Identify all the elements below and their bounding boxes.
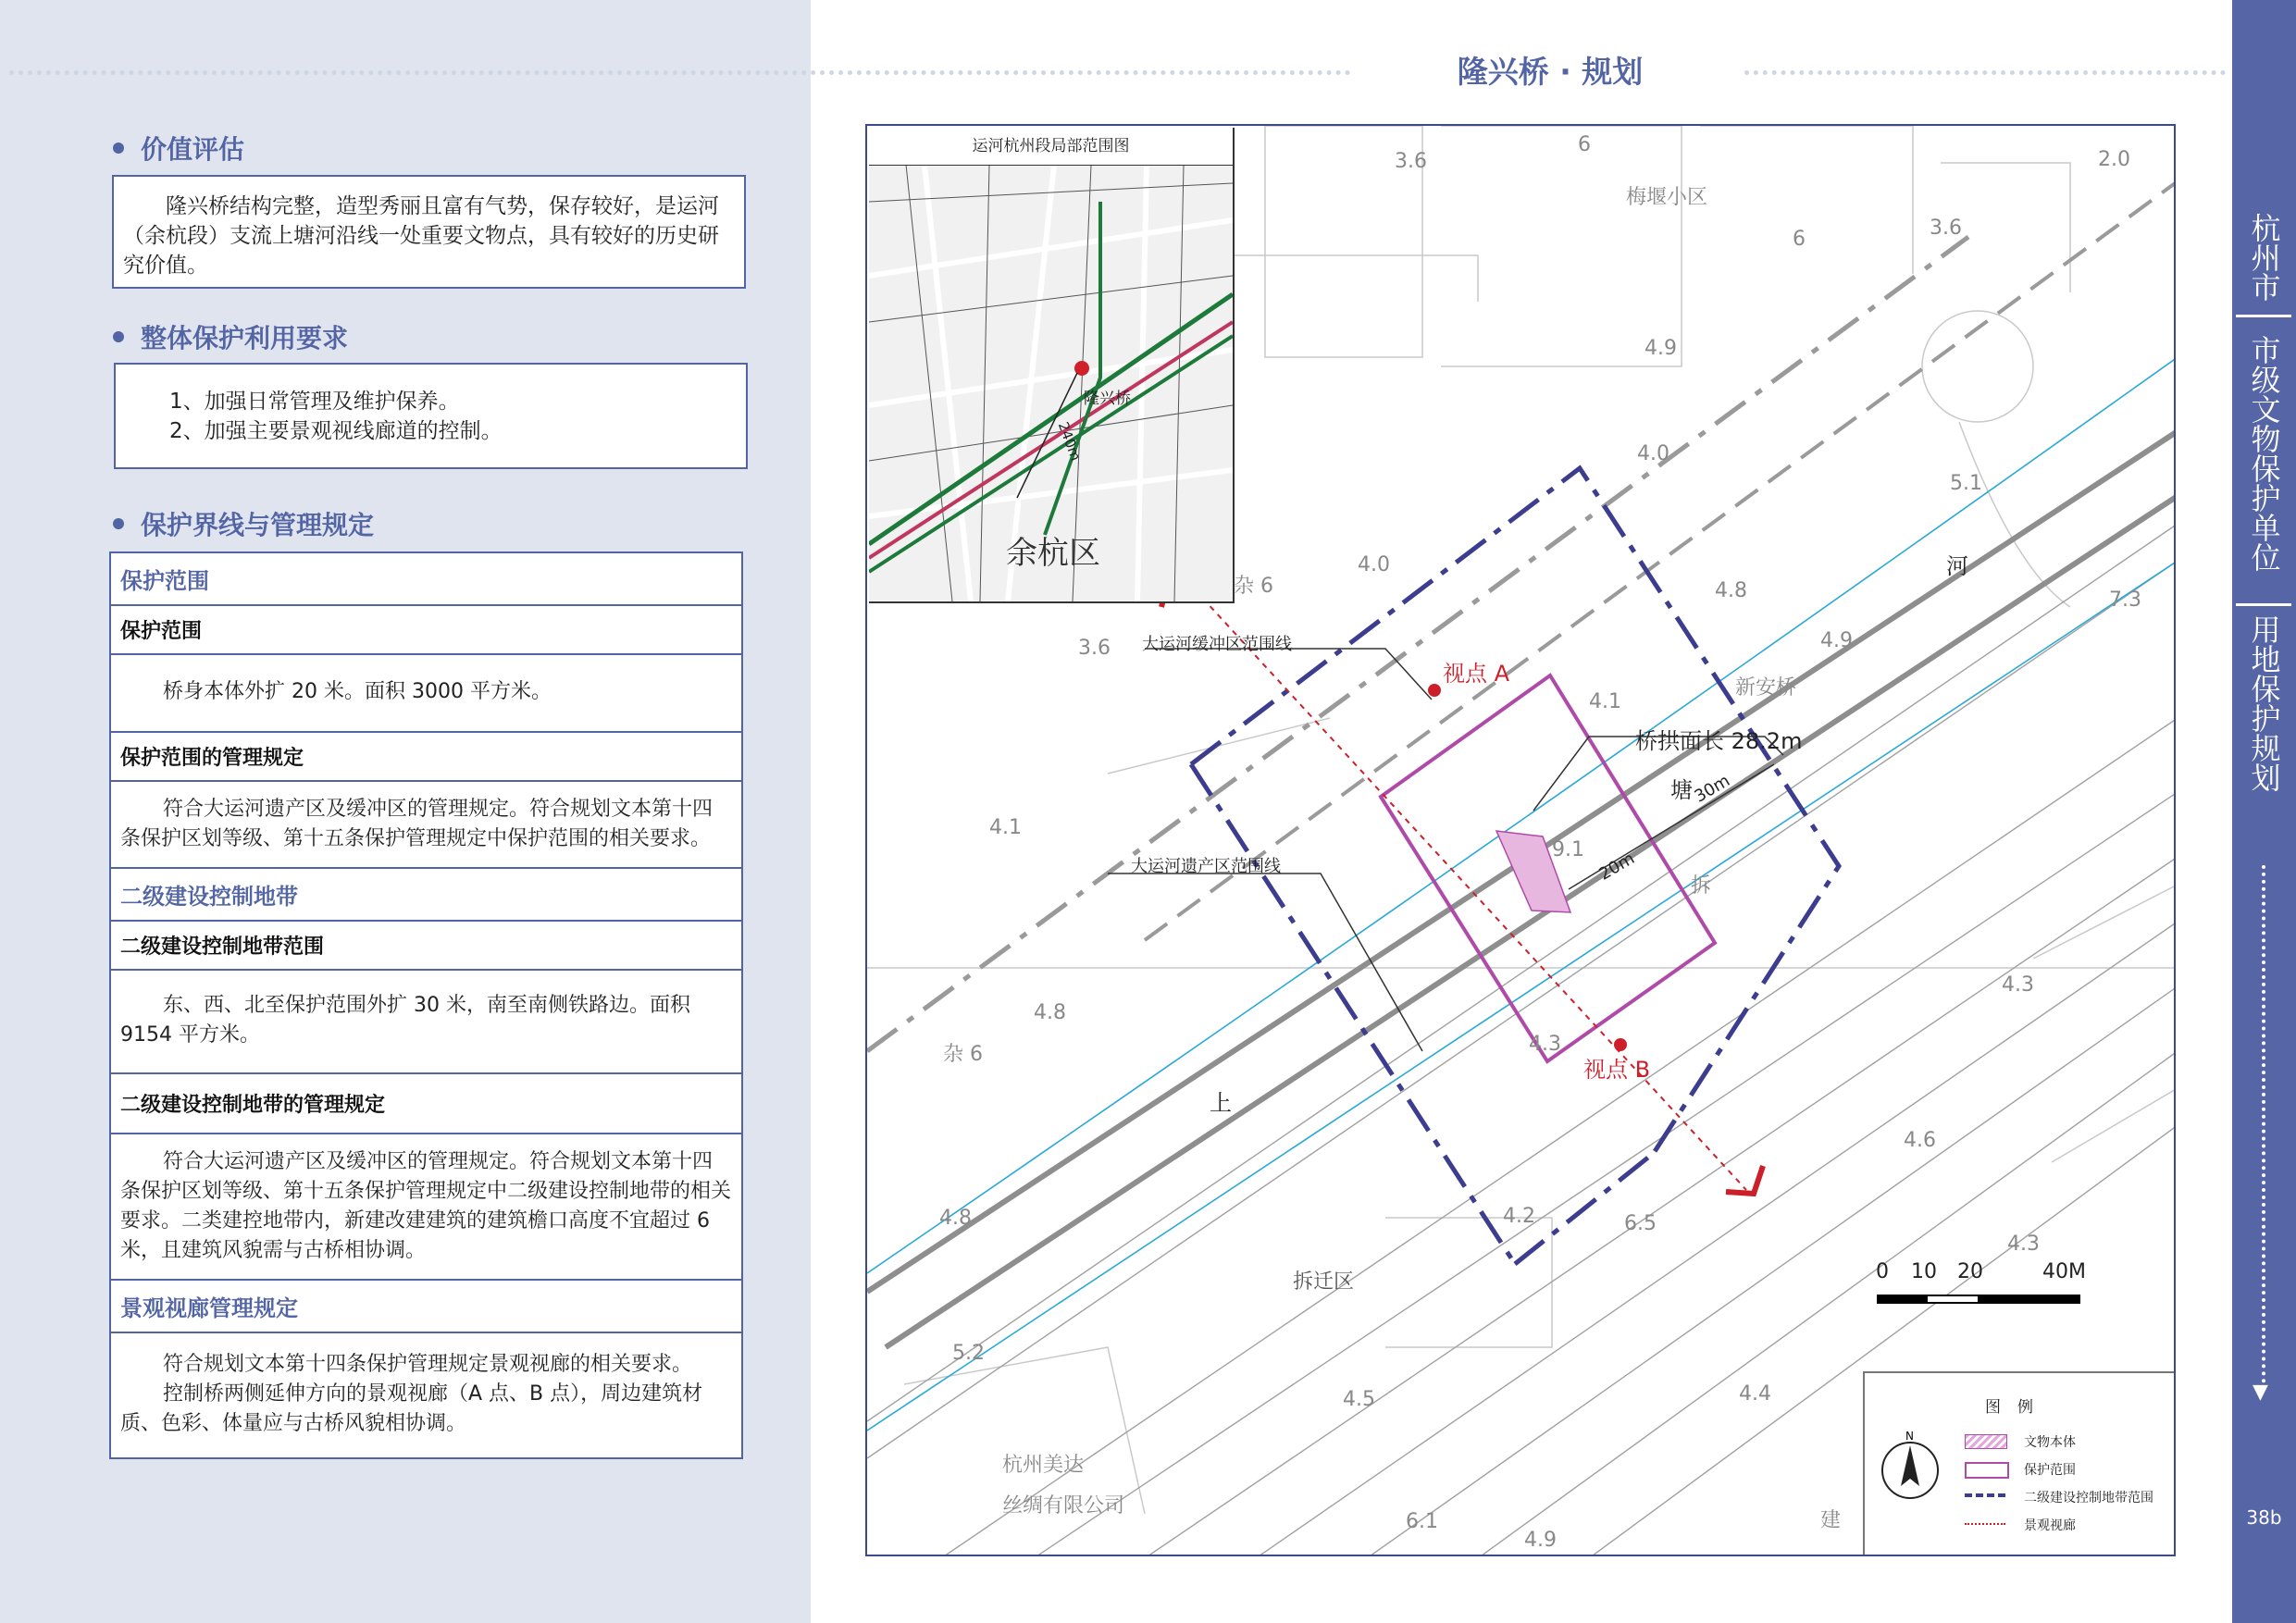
- scale-graphic: [1876, 1292, 2116, 1310]
- side-category: 市级文物保护单位: [2246, 335, 2282, 572]
- boundary-heading: 保护界线与管理规定: [113, 505, 374, 542]
- value-box: [112, 175, 746, 289]
- boundary-table: [109, 551, 743, 1459]
- legend-swatch-view: [1965, 1523, 2005, 1525]
- company-label-2: 丝绸有限公司: [1002, 1494, 1125, 1518]
- spot-height: 4.8: [939, 1207, 972, 1230]
- spot-height: 4.0: [1358, 553, 1390, 576]
- legend-control: 二级建设控制地带范围: [2024, 1491, 2153, 1505]
- map-legend: [1863, 1371, 2176, 1556]
- view-title: 景观视廊管理规定: [111, 1281, 741, 1333]
- protection-rules-sub: 保护范围的管理规定: [111, 733, 741, 782]
- spot-height: 4.8: [1034, 1001, 1066, 1024]
- bullet-icon: [113, 142, 124, 154]
- bullet-icon: [113, 331, 124, 342]
- scale-bar: [1876, 1260, 2116, 1316]
- page-title: 隆兴桥 · 规划: [1457, 54, 1644, 90]
- inset-bridge-label: 隆兴桥: [1084, 390, 1131, 408]
- heritage-line-label: 大运河遗产区范围线: [1131, 857, 1281, 876]
- scale-0: 0: [1876, 1260, 1889, 1283]
- spot-height: 4.9: [1644, 337, 1677, 360]
- spot-height: 3.6: [1930, 217, 1962, 240]
- spot-height: 3.6: [1078, 637, 1111, 660]
- page-number: 38b: [2246, 1506, 2282, 1529]
- legend-swatch-protection: [1965, 1462, 2009, 1479]
- spot-height: 7.3: [2109, 588, 2141, 612]
- spot-height: 4.3: [1529, 1033, 1561, 1056]
- za-label-1: 杂 6: [1234, 575, 1273, 598]
- protection-rules-text: 符合大运河遗产区及缓冲区的管理规定。符合规划文本第十四条保护区划等级、第十五条保护管理规定中保护范围的相关要求。: [111, 782, 741, 869]
- legend-swatch-relic: [1965, 1434, 2007, 1449]
- spot-height: 2.0: [2098, 148, 2130, 171]
- spot-height: 6: [1793, 228, 1806, 251]
- spot-height: 4.4: [1739, 1382, 1771, 1406]
- value-heading: 价值评估: [113, 130, 244, 167]
- distance-30m: 30m: [1691, 771, 1733, 807]
- protection-scope-text: 桥身本体外扩 20 米。面积 3000 平方米。: [111, 655, 741, 733]
- view-point-b: 视点 B: [1583, 1057, 1651, 1083]
- arch-length-label: 桥拱面长 28.2m: [1635, 728, 1803, 754]
- view-point-a: 视点 A: [1443, 661, 1510, 687]
- site-map: [865, 124, 2176, 1556]
- spot-height: 6: [1578, 133, 1591, 156]
- side-separator: [2236, 315, 2291, 317]
- side-separator: [2236, 603, 2291, 606]
- canal-char-shang: 上: [1210, 1090, 1232, 1116]
- spot-height: 4.9: [1820, 629, 1853, 652]
- relocation-label: 拆迁区: [1293, 1270, 1355, 1294]
- north-letter: N: [1905, 1430, 1914, 1443]
- xinan-label: 新安桥: [1735, 676, 1797, 700]
- side-bar: [2232, 0, 2296, 1623]
- overall-box: [114, 363, 748, 469]
- chai-label: 拆: [1691, 874, 1712, 898]
- spot-height: 4.1: [1589, 690, 1621, 713]
- control-zone-title: 二级建设控制地带: [111, 869, 741, 922]
- overall-item-1: 1、加强日常管理及维护保养。: [169, 390, 460, 414]
- legend-view: 景观视廊: [2024, 1518, 2076, 1533]
- inset-distance: 240m: [1054, 419, 1085, 464]
- spot-height: 4.0: [1637, 442, 1669, 465]
- protection-scope-sub: 保护范围: [111, 606, 741, 655]
- spot-height: 4.3: [2002, 973, 2034, 997]
- side-section: 用地保护规划: [2246, 614, 2282, 792]
- legend-title: 图例: [1985, 1398, 2050, 1417]
- spot-height: 6.5: [1624, 1212, 1657, 1235]
- za-label-2: 杂 6: [943, 1043, 983, 1066]
- legend-protection: 保护范围: [2024, 1463, 2076, 1478]
- legend-swatch-control: [1965, 1493, 2005, 1497]
- control-zone-text: 东、西、北至保护范围外扩 30 米，南至南侧铁路边。面积 9154 平方米。: [111, 971, 741, 1074]
- inset-district: 余杭区: [1006, 535, 1100, 572]
- scale-20: 20: [1957, 1260, 1983, 1283]
- spot-height: 9.1: [1552, 838, 1584, 861]
- side-dots: [2262, 865, 2265, 1383]
- view-text: [111, 1333, 741, 1457]
- spot-height: 4.3: [2007, 1233, 2040, 1256]
- side-city: 杭州市: [2246, 213, 2282, 302]
- spot-height: 4.6: [1904, 1129, 1936, 1152]
- scale-40: 40M: [2042, 1260, 2086, 1283]
- company-label-1: 杭州美达: [1002, 1454, 1085, 1477]
- spot-height: 4.1: [989, 816, 1022, 839]
- meiyan-label: 梅堰小区: [1626, 186, 1708, 209]
- value-text: 隆兴桥结构完整，造型秀丽且富有气势，保存较好，是运河（余杭段）支流上塘河沿线一处重要文物点，具有较好的历史研究价值。: [123, 194, 719, 278]
- spot-height: 4.2: [1503, 1205, 1535, 1228]
- canal-char-tang: 塘: [1670, 777, 1693, 803]
- overall-heading: 整体保护利用要求: [113, 318, 348, 355]
- canal-char-he: 河: [1946, 553, 1968, 579]
- overall-item-2: 2、加强主要景观视线廊道的控制。: [169, 419, 503, 443]
- spot-height: 4.9: [1524, 1529, 1557, 1552]
- bullet-icon: [113, 518, 124, 529]
- legend-relic: 文物本体: [2024, 1435, 2076, 1450]
- control-rules-text: 符合大运河遗产区及缓冲区的管理规定。符合规划文本第十四条保护区划等级、第十五条保护管理规定中二级建设控制地带的相关要求。二类建控地带内，新建改建建筑的建筑檐口高度不宜超过 6 米，且建筑风貌需与古桥相协调。: [111, 1134, 741, 1281]
- protection-scope-title: 保护范围: [111, 553, 741, 606]
- inset-map: [869, 128, 1235, 603]
- header-dots-right: [1744, 70, 2226, 75]
- view-text-2: 控制桥两侧延伸方向的景观视廊（A 点、B 点），周边建筑材质、色彩、体量应与古桥风貌相协调。: [120, 1382, 703, 1435]
- spot-height: 4.8: [1715, 579, 1747, 602]
- header-dots-left: [9, 70, 1351, 75]
- spot-height: 6.1: [1406, 1510, 1438, 1533]
- spot-height: 5.2: [952, 1342, 985, 1365]
- north-arrow-icon: [1878, 1429, 1942, 1503]
- inset-title: 运河杭州段局部范围图: [869, 128, 1233, 166]
- buffer-line-label: 大运河缓冲区范围线: [1142, 635, 1292, 654]
- jian-label: 建: [1820, 1509, 1842, 1532]
- distance-20m: 20m: [1595, 849, 1638, 885]
- spot-height: 3.6: [1395, 150, 1427, 173]
- view-text-1: 符合规划文本第十四条保护管理规定景观视廊的相关要求。: [163, 1353, 693, 1376]
- spot-height: 4.5: [1343, 1388, 1375, 1411]
- control-rules-sub: 二级建设控制地带的管理规定: [111, 1074, 741, 1134]
- scale-10: 10: [1911, 1260, 1937, 1283]
- spot-height: 5.1: [1950, 472, 1982, 495]
- control-zone-sub: 二级建设控制地带范围: [111, 922, 741, 971]
- down-arrow-icon: ▼: [2253, 1381, 2268, 1404]
